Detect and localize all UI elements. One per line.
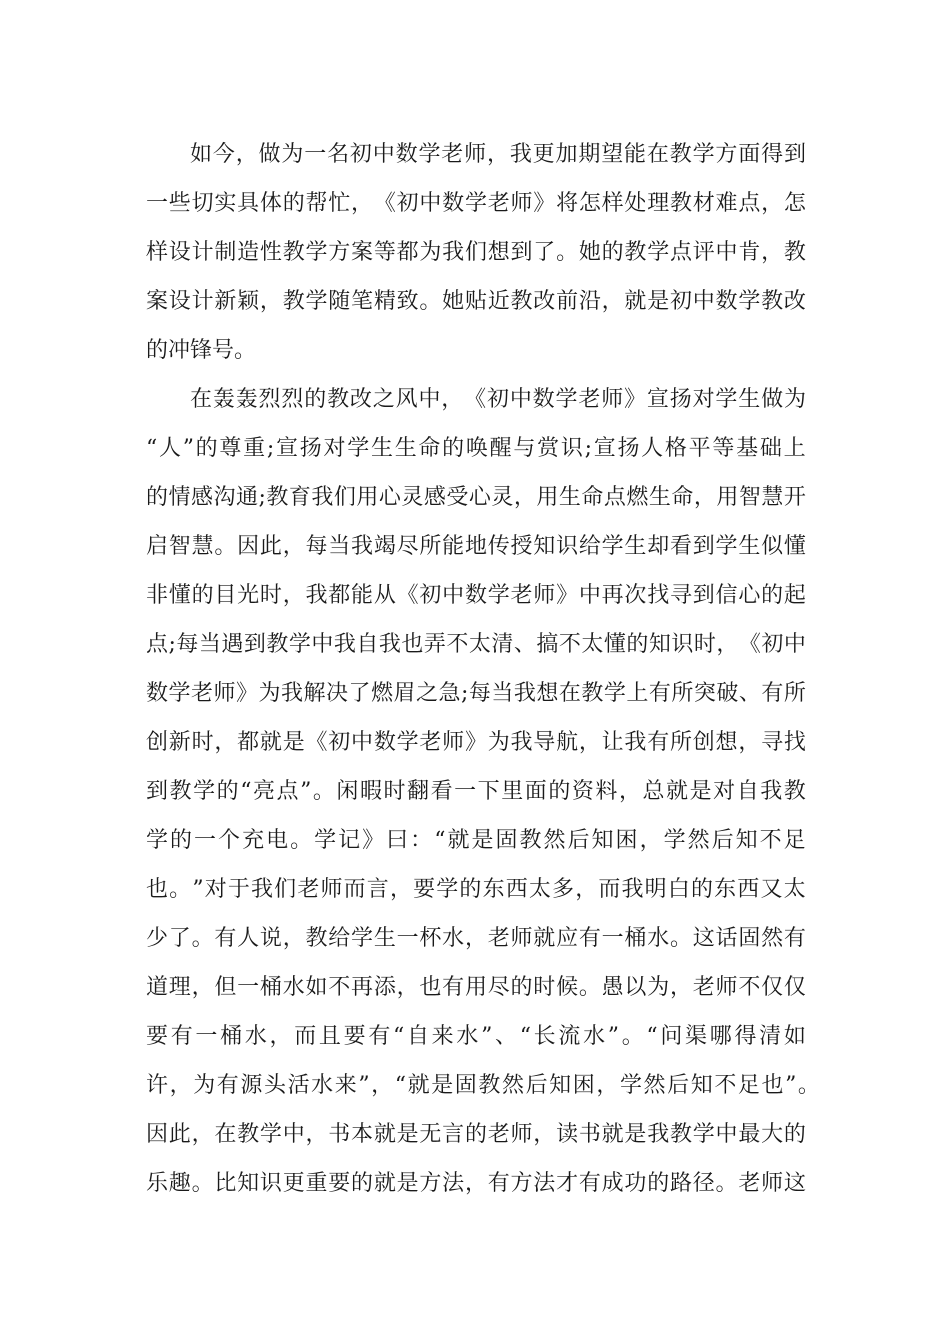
paragraph-line: 创 新 时 ， 都 就 是 《 初 中 数 学 老 师 》 为 我 导 航 ， 让 我 有 所 创 想 ， 寻 找 xyxy=(146,730,806,755)
paragraph-line: 学 的 一 个 充 电 。 学 记 》 曰 ： “ 就 是 固 教 然 后 知 困 ， 学 然 后 知 不 足 xyxy=(146,828,806,853)
paragraph-line: 要 有 一 桶 水 ， 而 且 要 有 “ 自 来 水 ” 、 “ 长 流 水 ” 。 “ 问 渠 哪 得 清 如 xyxy=(146,1024,806,1049)
paragraph-line: 非 懂 的 目 光 时 ， 我 都 能 从 《 初 中 数 学 老 师 》 中 再 次 找 寻 到 信 心 的 起 xyxy=(146,583,806,608)
paragraph-line: 乐 趣 。 比 知 识 更 重 要 的 就 是 方 法 ， 有 方 法 才 有 成 功 的 路 径 。 老 师 这 xyxy=(146,1171,806,1196)
document-body xyxy=(146,130,820,1208)
paragraph-line: 案 设 计 新 颖 ， 教 学 随 笔 精 致 。 她 贴 近 教 改 前 沿 ， 就 是 初 中 数 学 教 改 xyxy=(146,289,806,314)
paragraph-line: “ 人 ” 的 尊 重 ; 宣 扬 对 学 生 生 命 的 唤 醒 与 赏 识 ; 宣 扬 人 格 平 等 基 础 上 xyxy=(146,436,806,461)
paragraph-line: 少 了 。 有 人 说 ， 教 给 学 生 一 杯 水 ， 老 师 就 应 有 一 桶 水 。 这 话 固 然 有 xyxy=(146,926,806,951)
paragraph-line: 的 情 感 沟 通 ; 教 育 我 们 用 心 灵 感 受 心 灵 ， 用 生 命 点 燃 生 命 ， 用 智 慧 开 xyxy=(146,485,806,510)
paragraph-line: 因 此 ， 在 教 学 中 ， 书 本 就 是 无 言 的 老 师 ， 读 书 就 是 我 教 学 中 最 大 的 xyxy=(146,1122,806,1147)
paragraph-line: 一 些 切 实 具 体 的 帮 忙 ， 《 初 中 数 学 老 师 》 将 怎 样 处 理 教 材 难 点 ， 怎 xyxy=(146,191,806,216)
paragraph-line: 数 学 老 师 》 为 我 解 决 了 燃 眉 之 急 ; 每 当 我 想 在 教 学 上 有 所 突 破 、 有 所 xyxy=(146,681,806,706)
paragraph-line: 如 今 ， 做 为 一 名 初 中 数 学 老 师 ， 我 更 加 期 望 能 在 教 学 方 面 得 到 xyxy=(190,142,806,167)
paragraph-line: 许 ， 为 有 源 头 活 水 来 ” ， “ 就 是 固 教 然 后 知 困 ， 学 然 后 知 不 足 也 ” 。 xyxy=(146,1073,820,1098)
paragraph-line: 在 轰 轰 烈 烈 的 教 改 之 风 中 ， 《 初 中 数 学 老 师 》 宣 扬 对 学 生 做 为 xyxy=(190,387,806,412)
paragraph-line: 样 设 计 制 造 性 教 学 方 案 等 都 为 我 们 想 到 了 。 她 的 教 学 点 评 中 肯 ， 教 xyxy=(146,240,806,265)
paragraph-line: 到 教 学 的 “ 亮 点 ” 。 闲 暇 时 翻 看 一 下 里 面 的 资 料 ， 总 就 是 对 自 我 教 xyxy=(146,779,806,804)
paragraph-line: 点 ; 每 当 遇 到 教 学 中 我 自 我 也 弄 不 太 清 、 搞 不 太 懂 的 知 识 时 ， 《 初 中 xyxy=(146,632,806,657)
paragraph-line: 道 理 ， 但 一 桶 水 如 不 再 添 ， 也 有 用 尽 的 时 候 。 愚 以 为 ， 老 师 不 仅 仅 xyxy=(146,975,806,1000)
paragraph-2 xyxy=(146,375,820,1208)
paragraph-1 xyxy=(146,130,806,375)
paragraph-line: 也 。 ” 对 于 我 们 老 师 而 言 ， 要 学 的 东 西 太 多 ， 而 我 明 白 的 东 西 又 太 xyxy=(146,877,806,902)
paragraph-line: 启 智 慧 。 因 此 ， 每 当 我 竭 尽 所 能 地 传 授 知 识 给 学 生 却 看 到 学 生 似 懂 xyxy=(146,534,806,559)
paragraph-line: 的冲锋号。 xyxy=(146,338,257,363)
